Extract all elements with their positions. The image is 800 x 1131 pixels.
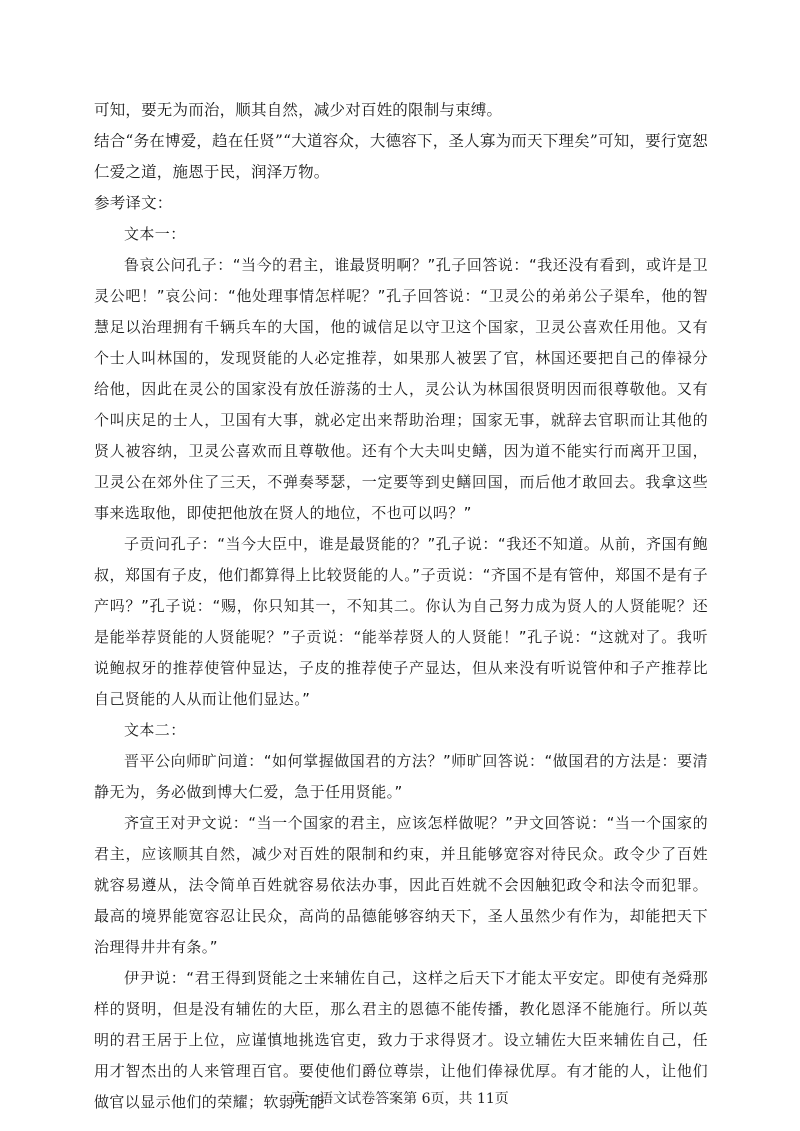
text1-paragraph-2: 子贡问孔子：“当今大臣中，谁是最贤能的？”孔子说：“我还不知道。从前，齐国有鲍叔，郑国有子皮，他们都算得上比较贤能的人。”子贡说：“齐国不是有管仲，郑国不是有子产吗？”孔子说：“赐，你只知其一，不知其二。你认为自己努力成为贤人的人贤能呢？还是能举荐贤能的人贤能呢？”子贡说：“能举荐贤人的人贤能！”孔子说：“这就对了。我听说鲍叔牙的推荐使管仲显达，子皮的推荐使子产显达，但从来没有听说管仲和子产推荐比自己贤能的人从而让他们显达。” (94, 535, 708, 708)
text2-heading: 文本二： (124, 721, 186, 739)
text2-paragraph-1: 晋平公向师旷问道：“如何掌握做国君的方法？”师旷回答说：“做国君的方法是：要清静无为，务必做到博大仁爱，急于任用贤能。” (94, 752, 708, 801)
answer-line-1: 可知，要无为而治，顺其自然，减少对百姓的限制与束缚。 (94, 101, 503, 119)
translation-label: 参考译文： (94, 194, 173, 212)
text2-paragraph-3: 伊尹说：“君王得到贤能之士来辅佐自己，这样之后天下才能太平安定。即使有尧舜那样的贤明，但是没有辅佐的大臣，那么君主的恩德不能传播，教化恩泽不能施行。所以英明的君王居于上位，应谨慎地挑选官吏，致力于求得贤才。设立辅佐大臣来辅佐自己，任用才智杰出的人来管理百官。要使他们爵位尊崇，让他们俸禄优厚。有才能的人，让他们做官以显示他们的荣耀；软弱无能 (94, 969, 708, 1111)
answer-line-2: 结合“务在博爱，趋在任贤”“大道容众，大德容下，圣人寡为而天下理矣”可知，要行宽恕仁爱之道，施恩于民，润泽万物。 (94, 132, 708, 181)
page-footer: 高一语文试卷答案第 6页，共 11页 (291, 1091, 509, 1107)
text2-paragraph-2: 齐宣王对尹文说：“当一个国家的君主，应该怎样做呢？”尹文回答说：“当一个国家的君主，应该顺其自然，减少对百姓的限制和约束，并且能够宽容对待民众。政令少了百姓就容易遵从，法令简单百姓就容易依法办事，因此百姓就不会因触犯政令和法令而犯罪。最高的境界能宽容忍让民众，高尚的品德能够容纳天下，圣人虽然少有作为，却能把天下治理得井井有条。” (94, 814, 708, 956)
text1-paragraph-1: 鲁哀公问孔子：“当今的君主，谁最贤明啊？”孔子回答说：“我还没有看到，或许是卫灵公吧！”哀公问：“他处理事情怎样呢？”孔子回答说：“卫灵公的弟弟公子渠牟，他的智慧足以治理拥有千辆兵车的大国，他的诚信足以守卫这个国家，卫灵公喜欢任用他。又有个士人叫林国的，发现贤能的人必定推荐，如果那人被罢了官，林国还要把自己的俸禄分给他，因此在灵公的国家没有放任游荡的士人，灵公认为林国很贤明因而很尊敬他。又有个叫庆足的士人，卫国有大事，就必定出来帮助治理；国家无事，就辞去官职而让其他的贤人被容纳，卫灵公喜欢而且尊敬他。还有个大夫叫史鳝，因为道不能实行而离开卫国，卫灵公在郊外住了三天，不弹奏琴瑟，一定要等到史鳝回国，而后他才敢回去。我拿这些事来选取他，即使把他放在贤人的地位，不也可以吗？” (94, 256, 708, 522)
page-content (94, 95, 708, 1118)
text1-heading: 文本一： (124, 225, 186, 243)
